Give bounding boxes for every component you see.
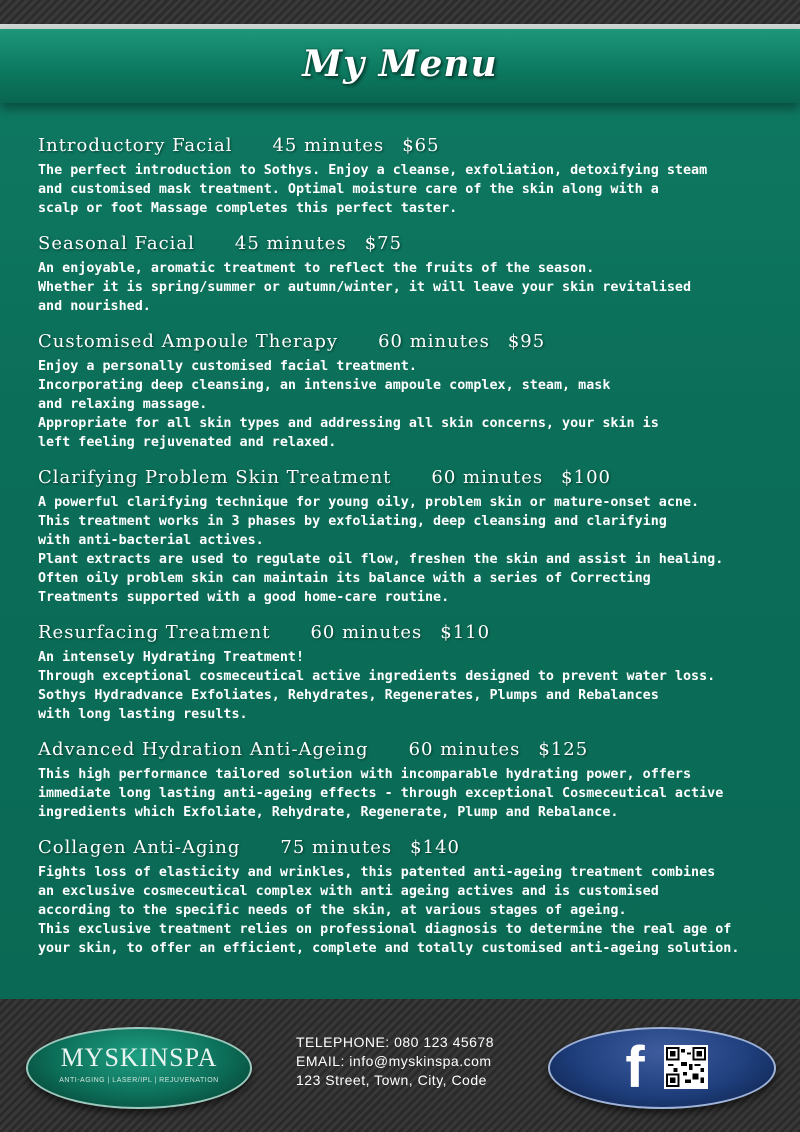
item-title xyxy=(38,134,778,158)
item-name: Seasonal Facial xyxy=(38,233,195,254)
menu-panel xyxy=(0,24,800,999)
item-title xyxy=(38,621,778,645)
email: EMAIL: info@myskinspa.com xyxy=(296,1053,492,1069)
top-band xyxy=(0,0,800,24)
item-description: The perfect introduction to Sothys. Enjoy a cleanse, exfoliation, detoxifying steam and customised mask treatment. Optimal moisture care of the skin along with a scalp or foot Massage completes this perfect taster. xyxy=(38,163,708,216)
item-price: $125 xyxy=(538,739,589,760)
menu-item xyxy=(38,738,778,822)
qr-code-icon[interactable] xyxy=(664,1045,708,1089)
menu-item xyxy=(38,836,778,958)
menu-item xyxy=(38,134,778,218)
item-description: Enjoy a personally customised facial treatment. Incorporating deep cleansing, an intensive ampoule complex, steam, mask and relaxing massage. Appropriate for all skin types and addressing all skin concerns, your skin is left feeling rejuvenated and relaxed. xyxy=(38,359,659,450)
item-name: Collagen Anti-Aging xyxy=(38,837,241,858)
item-duration: 60 minutes xyxy=(378,331,490,352)
header-bar xyxy=(0,29,800,103)
menu-item xyxy=(38,330,778,452)
menu-item xyxy=(38,232,778,316)
contact-info xyxy=(296,1033,536,1090)
item-name: Customised Ampoule Therapy xyxy=(38,331,339,352)
item-description: An intensely Hydrating Treatment! Through exceptional cosmeceutical active ingredients designed to prevent water loss. Sothys Hydradvance Exfoliates, Rehydrates, Regenerates, Plumps and Rebalances with long lasting results. xyxy=(38,650,716,722)
item-duration: 60 minutes xyxy=(431,467,544,488)
menu-items xyxy=(38,134,778,972)
page-title: My Menu xyxy=(302,43,498,85)
item-duration: 75 minutes xyxy=(280,837,393,858)
item-name: Advanced Hydration Anti-Ageing xyxy=(38,739,369,760)
item-description: Fights loss of elasticity and wrinkles, this patented anti-ageing treatment combines an exclusive cosmeceutical complex with anti ageing actives and is customised according to the specific needs of the skin, at various stages of ageing. This exclusive treatment relies on professional diagnosis to determine the real age of your skin, to offer an efficient, complete and totally customised anti-ageing solution. xyxy=(38,865,740,956)
item-title xyxy=(38,466,778,490)
item-duration: 60 minutes xyxy=(408,739,521,760)
item-description: A powerful clarifying technique for young oily, problem skin or mature-onset acne. This treatment works in 3 phases by exfoliating, deep cleansing and clarifying with anti-bacterial actives. Plant extracts are used to regulate oil flow, freshen the skin and assist in healing. Often oily problem skin can maintain its balance with a series of Correcting Treatments supported with a good home-care routine. xyxy=(38,495,724,605)
spa-logo xyxy=(26,1027,252,1109)
item-duration: 60 minutes xyxy=(310,622,423,643)
footer xyxy=(0,999,800,1132)
item-price: $100 xyxy=(561,467,611,488)
address: 123 Street, Town, City, Code xyxy=(296,1072,487,1088)
item-name: Clarifying Problem Skin Treatment xyxy=(38,467,392,488)
item-name: Introductory Facial xyxy=(38,135,233,156)
item-price: $95 xyxy=(507,331,546,352)
item-title xyxy=(38,738,778,762)
item-duration: 45 minutes xyxy=(234,233,347,254)
logo-text: MYSKINSPA xyxy=(60,1043,218,1072)
item-price: $140 xyxy=(410,837,460,858)
menu-item xyxy=(38,466,778,607)
item-price: $65 xyxy=(402,135,440,156)
item-title xyxy=(38,232,778,256)
item-name: Resurfacing Treatment xyxy=(38,622,271,643)
facebook-icon[interactable]: f xyxy=(625,1035,645,1100)
telephone: TELEPHONE: 080 123 45678 xyxy=(296,1034,495,1050)
item-title xyxy=(38,836,778,860)
item-title xyxy=(38,330,778,354)
item-price: $110 xyxy=(440,622,491,643)
item-duration: 45 minutes xyxy=(272,135,385,156)
item-description: An enjoyable, aromatic treatment to reflect the fruits of the season. Whether it is spring/summer or autumn/winter, it will leave your skin revitalised and nourished. xyxy=(38,261,692,314)
social-badge xyxy=(548,1027,776,1109)
item-price: $75 xyxy=(364,233,403,254)
logo-tagline: ANTI-AGING | LASER/IPL | REJUVENATION xyxy=(59,1077,219,1084)
menu-item xyxy=(38,621,778,724)
item-description: This high performance tailored solution with incomparable hydrating power, offers immediate long lasting anti-ageing effects - through exceptional Cosmeceutical active ingredients which Exfoliate, Rehydrate, Regenerate, Plump and Rebalance. xyxy=(38,767,724,820)
